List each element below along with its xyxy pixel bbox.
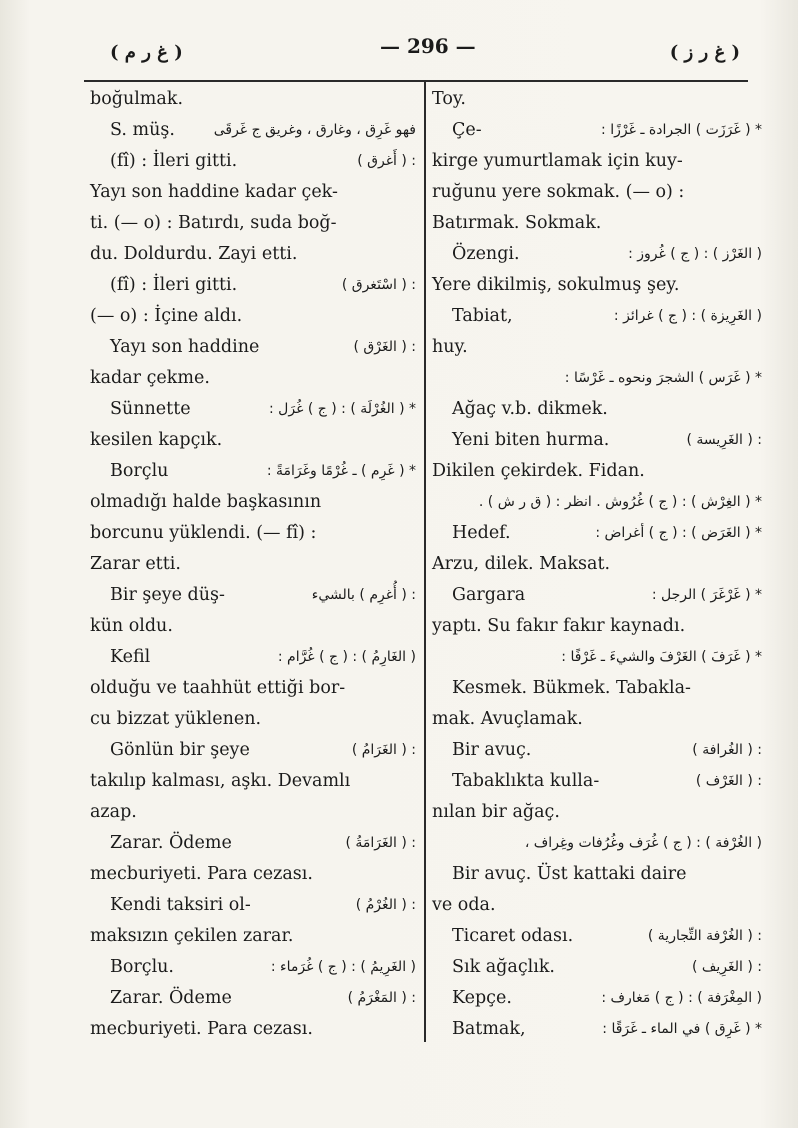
arabic-headword: * ( غَرْغَرَ ) الرجل : (651, 587, 762, 603)
entry-line (432, 704, 762, 735)
entry-line (90, 797, 416, 828)
turkish-text: Yere dikilmiş, sokulmuş şey. (432, 275, 680, 295)
entry-line (432, 642, 762, 673)
header-rule (84, 80, 748, 82)
arabic-headword: * ( غَرَس ) الشجرَ ونحوه ـ غَرْسًا : (564, 370, 762, 386)
turkish-text: Toy. (432, 89, 466, 109)
turkish-text: yaptı. Su fakır fakır kaynadı. (432, 616, 686, 636)
column-divider (424, 82, 426, 1042)
turkish-text: mecburiyeti. Para cezası. (90, 864, 313, 884)
turkish-text: olmadığı halde başkasının (90, 492, 322, 512)
page-header (0, 34, 798, 74)
entry-line (432, 797, 762, 828)
left-column (90, 84, 416, 1045)
turkish-text: cu bizzat yüklenen. (90, 709, 262, 729)
turkish-text: kirge yumurtlamak için kuy- (432, 151, 683, 171)
arabic-headword: ( الغُرْفة ) : ( ج ) غُرَف وغُرُفات وغِراف ، (524, 835, 762, 851)
turkish-text: Gargara (452, 585, 526, 605)
turkish-text: huy. (432, 337, 468, 357)
entry-line (432, 890, 762, 921)
turkish-text: Sünnette (110, 399, 191, 419)
entry-line (90, 394, 416, 425)
turkish-text: Çe- (452, 120, 482, 140)
entry-line (90, 177, 416, 208)
entry-line (432, 84, 762, 115)
entry-line (432, 301, 762, 332)
arabic-headword: : ( الغَرَامَةُ ) (345, 835, 416, 851)
turkish-text: Yayı son haddine (110, 337, 260, 357)
turkish-text: Yeni biten hurma. (452, 430, 610, 450)
arabic-headword: ( المِغْرَفة ) : ( ج ) مَغارف : (601, 990, 762, 1006)
arabic-headword: ( الغَارِمُ ) : ( ج ) غُرَّام : (277, 649, 416, 665)
entry-line (432, 239, 762, 270)
header-left-root: ( غ ر م ) (110, 42, 183, 63)
turkish-text: Tabaklıkta kulla- (452, 771, 600, 791)
arabic-headword: * ( غَرِم ) ـ غُرْمًا وغَرَامَةً : (266, 463, 416, 479)
turkish-text: Batmak, (452, 1019, 526, 1039)
turkish-text: Kesmek. Bükmek. Tabakla- (452, 678, 691, 698)
entry-line (432, 580, 762, 611)
entry-line (90, 425, 416, 456)
turkish-text: mak. Avuçlamak. (432, 709, 583, 729)
entry-line (90, 146, 416, 177)
turkish-text: (fî) : İleri gitti. (110, 151, 238, 171)
entry-line (90, 611, 416, 642)
entry-line (90, 549, 416, 580)
entry-line (90, 952, 416, 983)
arabic-headword: : ( الغُرْفة التِّجارية ) (647, 928, 762, 944)
entry-line (432, 859, 762, 890)
entry-line (90, 239, 416, 270)
entry-line (432, 735, 762, 766)
turkish-text: Borçlu (110, 461, 169, 481)
arabic-headword: فهو غَرِق ، وغارق ، وغريق ج غَرقَى (213, 122, 416, 138)
arabic-headword: ( الغَرِيمُ ) : ( ج ) غُرَماء : (270, 959, 416, 975)
entry-line (90, 673, 416, 704)
arabic-headword: : ( الغَرْف ) (695, 773, 762, 789)
turkish-text: (— o) : İçine aldı. (90, 306, 243, 326)
right-column (432, 84, 762, 1045)
turkish-text: Kendi taksiri ol- (110, 895, 251, 915)
turkish-text: Bir avuç. Üst kattaki daire (452, 864, 687, 884)
arabic-headword: : ( الغَرَامُ ) (351, 742, 416, 758)
entry-line (432, 394, 762, 425)
entry-line (432, 146, 762, 177)
turkish-text: ti. (— o) : Batırdı, suda boğ- (90, 213, 337, 233)
turkish-text: Arzu, dilek. Maksat. (432, 554, 611, 574)
arabic-headword: : ( اسْتَغرق ) (341, 277, 416, 293)
entry-line (90, 921, 416, 952)
turkish-text: du. Doldurdu. Zayi etti. (90, 244, 298, 264)
arabic-headword: : ( أُغرِم ) بالشيء (311, 587, 416, 603)
turkish-text: ve oda. (432, 895, 496, 915)
entry-line (90, 859, 416, 890)
turkish-text: Zarar etti. (90, 554, 181, 574)
arabic-headword: * ( الغُرْلَة ) : ( ج ) غُرَل : (269, 401, 416, 417)
entry-line (90, 115, 416, 146)
arabic-headword: : ( الغُرْمُ ) (355, 897, 416, 913)
entry-line (432, 921, 762, 952)
entry-line (90, 270, 416, 301)
entry-line (432, 952, 762, 983)
turkish-text: mecburiyeti. Para cezası. (90, 1019, 313, 1039)
turkish-text: Tabiat, (452, 306, 513, 326)
entry-line (432, 611, 762, 642)
turkish-text: Özengi. (452, 244, 520, 264)
entry-line (90, 456, 416, 487)
entry-line (90, 735, 416, 766)
entry-line (90, 301, 416, 332)
turkish-text: Dikilen çekirdek. Fidan. (432, 461, 645, 481)
turkish-text: azap. (90, 802, 137, 822)
turkish-text: kesilen kapçık. (90, 430, 223, 450)
arabic-headword: : ( أَغرق ) (357, 153, 416, 169)
turkish-text: Zarar. Ödeme (110, 833, 232, 853)
entry-line (432, 115, 762, 146)
entry-line (432, 766, 762, 797)
arabic-headword: : ( الغَرْق ) (353, 339, 416, 355)
arabic-headword: * ( الغِرْش ) : ( ج ) غُرُوش . انظر : ( ق ر ش ) . (478, 494, 762, 510)
entry-line (432, 177, 762, 208)
entry-line (432, 487, 762, 518)
entry-line (432, 983, 762, 1014)
turkish-text: Kefil (110, 647, 151, 667)
arabic-headword: : ( الغُرافة ) (692, 742, 762, 758)
entry-line (432, 332, 762, 363)
entry-line (90, 332, 416, 363)
turkish-text: Yayı son haddine kadar çek- (90, 182, 338, 202)
entry-line (432, 828, 762, 859)
turkish-text: boğulmak. (90, 89, 184, 109)
entry-line (90, 890, 416, 921)
arabic-headword: * ( الغَرَض ) : ( ج ) أغراض : (595, 525, 762, 541)
turkish-text: Ticaret odası. (452, 926, 574, 946)
arabic-headword: * ( غَرَزَت ) الجرادة ـ غَرْزًا : (601, 122, 762, 138)
entry-line (432, 673, 762, 704)
entry-line (432, 363, 762, 394)
entry-line (90, 208, 416, 239)
arabic-headword: : ( الغَرِيف ) (691, 959, 762, 975)
entry-line (432, 208, 762, 239)
arabic-headword: ( الغَرْز ) : ( ج ) غُروز : (628, 246, 762, 262)
arabic-headword: ( الغَرِيزة ) : ( ج ) غرائز : (613, 308, 762, 324)
turkish-text: takılıp kalması, aşkı. Devamlı (90, 771, 351, 791)
turkish-text: Bir şeye düş- (110, 585, 225, 605)
entry-line (432, 518, 762, 549)
turkish-text: kadar çekme. (90, 368, 210, 388)
header-right-root: ( غ ر ز ) (669, 42, 740, 63)
turkish-text: maksızın çekilen zarar. (90, 926, 294, 946)
entry-line (90, 518, 416, 549)
entry-line (90, 983, 416, 1014)
turkish-text: Kepçe. (452, 988, 512, 1008)
turkish-text: Zarar. Ödeme (110, 988, 232, 1008)
entry-line (90, 580, 416, 611)
turkish-text: Ağaç v.b. dikmek. (452, 399, 608, 419)
arabic-headword: : ( المَغْرَمُ ) (347, 990, 416, 1006)
turkish-text: Sık ağaçlık. (452, 957, 555, 977)
entry-line (90, 642, 416, 673)
turkish-text: Borçlu. (110, 957, 174, 977)
turkish-text: Batırmak. Sokmak. (432, 213, 602, 233)
turkish-text: borcunu yüklendi. (— fî) : (90, 523, 317, 543)
turkish-text: olduğu ve taahhüt ettiği bor- (90, 678, 346, 698)
turkish-text: nılan bir ağaç. (432, 802, 560, 822)
turkish-text: S. müş. (110, 120, 175, 140)
arabic-headword: * ( غَرَفَ ) الغَرْفَ والشيءَ ـ غَرْفًا : (561, 649, 762, 665)
turkish-text: Bir avuç. (452, 740, 532, 760)
page-number: — 296 — (380, 34, 476, 58)
entry-line (90, 704, 416, 735)
arabic-headword: * ( غَرِق ) في الماء ـ غَرَقًا : (602, 1021, 762, 1037)
turkish-text: (fî) : İleri gitti. (110, 275, 238, 295)
entry-line (432, 425, 762, 456)
entry-line (432, 549, 762, 580)
entry-line (90, 766, 416, 797)
turkish-text: ruğunu yere sokmak. (— o) : (432, 182, 685, 202)
entry-line (90, 84, 416, 115)
entry-line (90, 363, 416, 394)
entry-line (432, 456, 762, 487)
entry-line (90, 828, 416, 859)
arabic-headword: : ( الغَرِيسة ) (686, 432, 762, 448)
entry-line (432, 1014, 762, 1045)
turkish-text: Gönlün bir şeye (110, 740, 250, 760)
entry-line (90, 487, 416, 518)
turkish-text: kün oldu. (90, 616, 173, 636)
turkish-text: Hedef. (452, 523, 511, 543)
entry-line (90, 1014, 416, 1045)
entry-line (432, 270, 762, 301)
